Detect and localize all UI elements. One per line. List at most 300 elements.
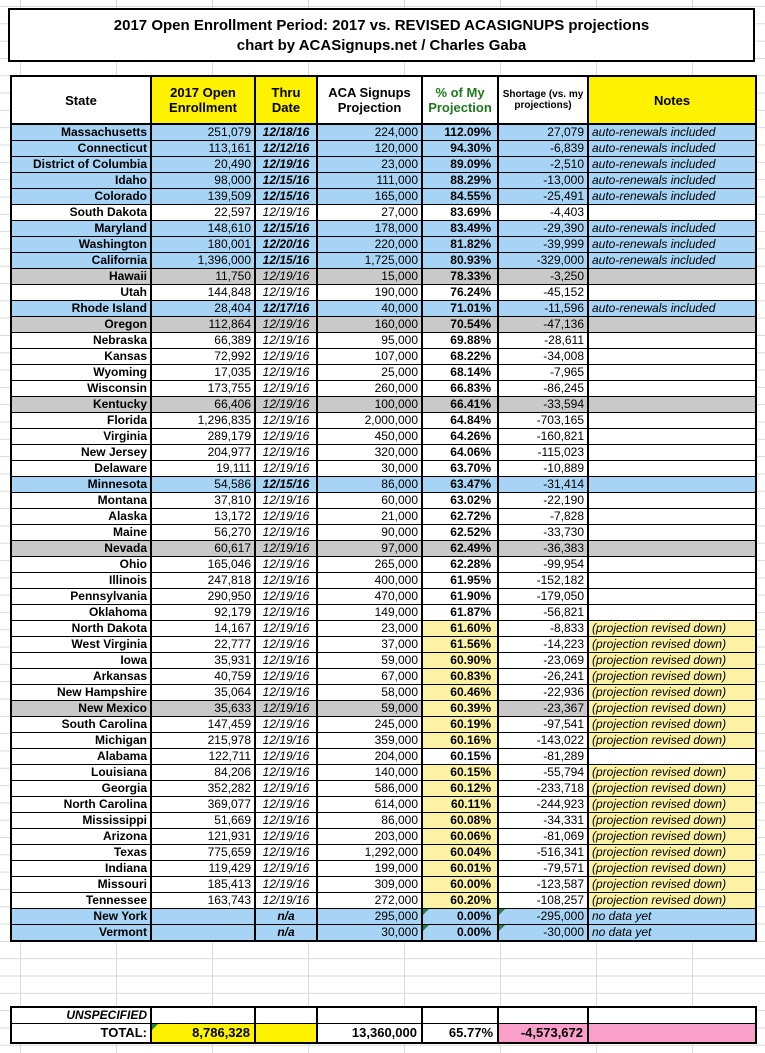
cell-state[interactable]: New Hampshire	[11, 685, 151, 701]
cell-shortage[interactable]: -115,023	[498, 445, 588, 461]
cell-note[interactable]	[588, 749, 756, 765]
cell-unspecified-pct[interactable]	[422, 1007, 498, 1024]
cell-shortage[interactable]: -33,730	[498, 525, 588, 541]
cell-thru-date[interactable]: 12/19/16	[255, 829, 317, 845]
cell-shortage[interactable]: -152,182	[498, 573, 588, 589]
cell-thru-date[interactable]: 12/19/16	[255, 157, 317, 173]
cell-enrollment[interactable]	[151, 909, 255, 925]
cell-thru-date[interactable]: 12/19/16	[255, 413, 317, 429]
cell-note[interactable]	[588, 397, 756, 413]
cell-projection[interactable]: 67,000	[317, 669, 422, 685]
cell-thru-date[interactable]: n/a	[255, 925, 317, 942]
cell-enrollment[interactable]: 185,413	[151, 877, 255, 893]
cell-enrollment[interactable]: 215,978	[151, 733, 255, 749]
cell-shortage[interactable]: -233,718	[498, 781, 588, 797]
cell-shortage[interactable]: -516,341	[498, 845, 588, 861]
cell-shortage[interactable]: -7,828	[498, 509, 588, 525]
cell-state[interactable]: Florida	[11, 413, 151, 429]
cell-enrollment[interactable]: 35,064	[151, 685, 255, 701]
cell-shortage[interactable]: -22,936	[498, 685, 588, 701]
cell-enrollment[interactable]: 144,848	[151, 285, 255, 301]
cell-state[interactable]: Indiana	[11, 861, 151, 877]
cell-state[interactable]: Montana	[11, 493, 151, 509]
cell-state[interactable]: Colorado	[11, 189, 151, 205]
cell-enrollment[interactable]: 1,296,835	[151, 413, 255, 429]
cell-total-projection[interactable]: 13,360,000	[317, 1024, 422, 1044]
cell-state[interactable]: Maine	[11, 525, 151, 541]
cell-state[interactable]: Virginia	[11, 429, 151, 445]
cell-state[interactable]: Rhode Island	[11, 301, 151, 317]
cell-projection[interactable]: 140,000	[317, 765, 422, 781]
cell-note[interactable]	[588, 605, 756, 621]
cell-shortage[interactable]: -3,250	[498, 269, 588, 285]
cell-pct[interactable]: 60.04%	[422, 845, 498, 861]
cell-enrollment[interactable]: 72,992	[151, 349, 255, 365]
cell-shortage[interactable]: -79,571	[498, 861, 588, 877]
cell-state[interactable]: Minnesota	[11, 477, 151, 493]
cell-note[interactable]: (projection revised down)	[588, 669, 756, 685]
cell-state[interactable]: Arkansas	[11, 669, 151, 685]
cell-pct[interactable]: 71.01%	[422, 301, 498, 317]
cell-pct[interactable]: 76.24%	[422, 285, 498, 301]
cell-projection[interactable]: 265,000	[317, 557, 422, 573]
cell-state[interactable]: North Carolina	[11, 797, 151, 813]
cell-projection[interactable]: 295,000	[317, 909, 422, 925]
col-header-state[interactable]: State	[11, 76, 151, 124]
cell-pct[interactable]: 78.33%	[422, 269, 498, 285]
cell-shortage[interactable]: -25,491	[498, 189, 588, 205]
cell-thru-date[interactable]: 12/17/16	[255, 301, 317, 317]
cell-projection[interactable]: 37,000	[317, 637, 422, 653]
cell-state[interactable]: Wyoming	[11, 365, 151, 381]
cell-enrollment[interactable]: 40,759	[151, 669, 255, 685]
cell-shortage[interactable]: -179,050	[498, 589, 588, 605]
cell-pct[interactable]: 81.82%	[422, 237, 498, 253]
cell-projection[interactable]: 450,000	[317, 429, 422, 445]
cell-shortage[interactable]: -86,245	[498, 381, 588, 397]
cell-state[interactable]: New Mexico	[11, 701, 151, 717]
cell-pct[interactable]: 63.70%	[422, 461, 498, 477]
cell-enrollment[interactable]: 98,000	[151, 173, 255, 189]
cell-shortage[interactable]: -45,152	[498, 285, 588, 301]
cell-shortage[interactable]: -7,965	[498, 365, 588, 381]
cell-shortage[interactable]: -81,289	[498, 749, 588, 765]
cell-pct[interactable]: 60.15%	[422, 765, 498, 781]
cell-thru-date[interactable]: 12/19/16	[255, 797, 317, 813]
cell-pct[interactable]: 60.11%	[422, 797, 498, 813]
cell-unspecified-enrollment[interactable]	[151, 1007, 255, 1024]
cell-pct[interactable]: 60.20%	[422, 893, 498, 909]
cell-shortage[interactable]: -4,403	[498, 205, 588, 221]
cell-shortage[interactable]: -160,821	[498, 429, 588, 445]
cell-pct[interactable]: 61.87%	[422, 605, 498, 621]
cell-pct[interactable]: 60.12%	[422, 781, 498, 797]
cell-note[interactable]: (projection revised down)	[588, 797, 756, 813]
cell-state[interactable]: Hawaii	[11, 269, 151, 285]
cell-pct[interactable]: 84.55%	[422, 189, 498, 205]
cell-state[interactable]: Oklahoma	[11, 605, 151, 621]
cell-shortage[interactable]: -31,414	[498, 477, 588, 493]
cell-note[interactable]: (projection revised down)	[588, 781, 756, 797]
cell-state[interactable]: Michigan	[11, 733, 151, 749]
cell-state[interactable]: West Virginia	[11, 637, 151, 653]
cell-enrollment[interactable]: 11,750	[151, 269, 255, 285]
cell-state[interactable]: North Dakota	[11, 621, 151, 637]
cell-note[interactable]: (projection revised down)	[588, 845, 756, 861]
cell-note[interactable]: auto-renewals included	[588, 141, 756, 157]
cell-state[interactable]: Utah	[11, 285, 151, 301]
cell-projection[interactable]: 272,000	[317, 893, 422, 909]
cell-enrollment[interactable]: 247,818	[151, 573, 255, 589]
cell-projection[interactable]: 15,000	[317, 269, 422, 285]
cell-projection[interactable]: 59,000	[317, 653, 422, 669]
cell-note[interactable]: (projection revised down)	[588, 717, 756, 733]
col-header-projection[interactable]: ACA Signups Projection	[317, 76, 422, 124]
cell-pct[interactable]: 60.90%	[422, 653, 498, 669]
cell-thru-date[interactable]: 12/19/16	[255, 781, 317, 797]
cell-shortage[interactable]: -6,839	[498, 141, 588, 157]
cell-shortage[interactable]: -295,000	[498, 909, 588, 925]
cell-state[interactable]: Washington	[11, 237, 151, 253]
col-header-thru-date[interactable]: Thru Date	[255, 76, 317, 124]
cell-note[interactable]	[588, 269, 756, 285]
cell-shortage[interactable]: -39,999	[498, 237, 588, 253]
cell-pct[interactable]: 60.46%	[422, 685, 498, 701]
cell-projection[interactable]: 470,000	[317, 589, 422, 605]
cell-pct[interactable]: 63.02%	[422, 493, 498, 509]
cell-note[interactable]	[588, 525, 756, 541]
cell-projection[interactable]: 58,000	[317, 685, 422, 701]
cell-enrollment[interactable]: 54,586	[151, 477, 255, 493]
cell-note[interactable]	[588, 349, 756, 365]
cell-note[interactable]: no data yet	[588, 925, 756, 942]
cell-enrollment[interactable]: 251,079	[151, 124, 255, 141]
cell-state[interactable]: Massachusetts	[11, 124, 151, 141]
cell-state[interactable]: Delaware	[11, 461, 151, 477]
cell-enrollment[interactable]: 352,282	[151, 781, 255, 797]
cell-state[interactable]: Kansas	[11, 349, 151, 365]
cell-thru-date[interactable]: 12/12/16	[255, 141, 317, 157]
cell-projection[interactable]: 359,000	[317, 733, 422, 749]
cell-pct[interactable]: 66.83%	[422, 381, 498, 397]
cell-projection[interactable]: 614,000	[317, 797, 422, 813]
cell-pct[interactable]: 83.69%	[422, 205, 498, 221]
cell-thru-date[interactable]: 12/19/16	[255, 813, 317, 829]
cell-shortage[interactable]: -55,794	[498, 765, 588, 781]
cell-pct[interactable]: 61.95%	[422, 573, 498, 589]
cell-shortage[interactable]: -143,022	[498, 733, 588, 749]
cell-total-thru[interactable]	[255, 1024, 317, 1044]
cell-projection[interactable]: 245,000	[317, 717, 422, 733]
cell-state[interactable]: Ohio	[11, 557, 151, 573]
cell-pct[interactable]: 60.19%	[422, 717, 498, 733]
cell-pct[interactable]: 68.14%	[422, 365, 498, 381]
cell-state[interactable]: Alabama	[11, 749, 151, 765]
cell-note[interactable]	[588, 589, 756, 605]
cell-enrollment[interactable]: 14,167	[151, 621, 255, 637]
cell-projection[interactable]: 400,000	[317, 573, 422, 589]
cell-total-label[interactable]: TOTAL:	[11, 1024, 151, 1044]
cell-enrollment[interactable]: 1,396,000	[151, 253, 255, 269]
cell-projection[interactable]: 97,000	[317, 541, 422, 557]
cell-projection[interactable]: 165,000	[317, 189, 422, 205]
cell-thru-date[interactable]: 12/19/16	[255, 445, 317, 461]
cell-note[interactable]	[588, 557, 756, 573]
cell-note[interactable]: auto-renewals included	[588, 237, 756, 253]
cell-enrollment[interactable]: 92,179	[151, 605, 255, 621]
cell-pct[interactable]: 60.16%	[422, 733, 498, 749]
cell-state[interactable]: Tennessee	[11, 893, 151, 909]
cell-thru-date[interactable]: 12/19/16	[255, 541, 317, 557]
cell-note[interactable]: (projection revised down)	[588, 813, 756, 829]
cell-pct[interactable]: 60.39%	[422, 701, 498, 717]
cell-projection[interactable]: 204,000	[317, 749, 422, 765]
cell-shortage[interactable]: -14,223	[498, 637, 588, 653]
cell-projection[interactable]: 60,000	[317, 493, 422, 509]
cell-state[interactable]: New York	[11, 909, 151, 925]
cell-thru-date[interactable]: 12/19/16	[255, 573, 317, 589]
cell-state[interactable]: Nevada	[11, 541, 151, 557]
cell-note[interactable]	[588, 365, 756, 381]
cell-thru-date[interactable]: 12/19/16	[255, 749, 317, 765]
cell-state[interactable]: District of Columbia	[11, 157, 151, 173]
cell-pct[interactable]: 61.60%	[422, 621, 498, 637]
cell-pct[interactable]: 60.06%	[422, 829, 498, 845]
cell-projection[interactable]: 107,000	[317, 349, 422, 365]
cell-projection[interactable]: 160,000	[317, 317, 422, 333]
cell-note[interactable]: (projection revised down)	[588, 861, 756, 877]
cell-shortage[interactable]: -36,383	[498, 541, 588, 557]
cell-note[interactable]: auto-renewals included	[588, 301, 756, 317]
cell-thru-date[interactable]: 12/19/16	[255, 765, 317, 781]
cell-state[interactable]: Mississippi	[11, 813, 151, 829]
cell-thru-date[interactable]: 12/19/16	[255, 557, 317, 573]
cell-total-shortage[interactable]: -4,573,672	[498, 1024, 588, 1044]
cell-note[interactable]	[588, 285, 756, 301]
cell-pct[interactable]: 70.54%	[422, 317, 498, 333]
cell-thru-date[interactable]: 12/15/16	[255, 477, 317, 493]
cell-shortage[interactable]: -47,136	[498, 317, 588, 333]
cell-projection[interactable]: 86,000	[317, 813, 422, 829]
cell-unspecified-thru[interactable]	[255, 1007, 317, 1024]
cell-enrollment[interactable]	[151, 925, 255, 942]
cell-state[interactable]: Vermont	[11, 925, 151, 942]
cell-shortage[interactable]: -26,241	[498, 669, 588, 685]
cell-total-note[interactable]	[588, 1024, 756, 1044]
cell-enrollment[interactable]: 19,111	[151, 461, 255, 477]
cell-enrollment[interactable]: 775,659	[151, 845, 255, 861]
cell-state[interactable]: Maryland	[11, 221, 151, 237]
cell-shortage[interactable]: -244,923	[498, 797, 588, 813]
cell-shortage[interactable]: -81,069	[498, 829, 588, 845]
cell-note[interactable]	[588, 445, 756, 461]
cell-enrollment[interactable]: 147,459	[151, 717, 255, 733]
cell-enrollment[interactable]: 122,711	[151, 749, 255, 765]
cell-projection[interactable]: 220,000	[317, 237, 422, 253]
cell-state[interactable]: Louisiana	[11, 765, 151, 781]
cell-enrollment[interactable]: 112,864	[151, 317, 255, 333]
cell-note[interactable]: (projection revised down)	[588, 893, 756, 909]
cell-thru-date[interactable]: 12/19/16	[255, 701, 317, 717]
cell-note[interactable]	[588, 429, 756, 445]
cell-unspecified-projection[interactable]	[317, 1007, 422, 1024]
cell-pct[interactable]: 88.29%	[422, 173, 498, 189]
cell-projection[interactable]: 309,000	[317, 877, 422, 893]
cell-enrollment[interactable]: 173,755	[151, 381, 255, 397]
cell-enrollment[interactable]: 121,931	[151, 829, 255, 845]
cell-state[interactable]: Missouri	[11, 877, 151, 893]
cell-projection[interactable]: 59,000	[317, 701, 422, 717]
cell-shortage[interactable]: -13,000	[498, 173, 588, 189]
cell-note[interactable]: (projection revised down)	[588, 653, 756, 669]
cell-pct[interactable]: 68.22%	[422, 349, 498, 365]
cell-state[interactable]: Wisconsin	[11, 381, 151, 397]
cell-note[interactable]	[588, 541, 756, 557]
cell-thru-date[interactable]: 12/19/16	[255, 205, 317, 221]
cell-pct[interactable]: 0.00%	[422, 925, 498, 942]
cell-note[interactable]: (projection revised down)	[588, 685, 756, 701]
cell-thru-date[interactable]: 12/19/16	[255, 429, 317, 445]
cell-projection[interactable]: 320,000	[317, 445, 422, 461]
cell-enrollment[interactable]: 369,077	[151, 797, 255, 813]
cell-projection[interactable]: 190,000	[317, 285, 422, 301]
cell-state[interactable]: Illinois	[11, 573, 151, 589]
cell-projection[interactable]: 224,000	[317, 124, 422, 141]
cell-projection[interactable]: 100,000	[317, 397, 422, 413]
cell-pct[interactable]: 112.09%	[422, 124, 498, 141]
cell-state[interactable]: California	[11, 253, 151, 269]
cell-projection[interactable]: 21,000	[317, 509, 422, 525]
cell-total-pct[interactable]: 65.77%	[422, 1024, 498, 1044]
cell-enrollment[interactable]: 13,172	[151, 509, 255, 525]
cell-shortage[interactable]: -8,833	[498, 621, 588, 637]
cell-note[interactable]	[588, 205, 756, 221]
cell-thru-date[interactable]: 12/19/16	[255, 381, 317, 397]
cell-note[interactable]	[588, 461, 756, 477]
cell-state[interactable]: South Carolina	[11, 717, 151, 733]
cell-note[interactable]: auto-renewals included	[588, 253, 756, 269]
cell-thru-date[interactable]: 12/18/16	[255, 124, 317, 141]
cell-shortage[interactable]: -329,000	[498, 253, 588, 269]
cell-projection[interactable]: 120,000	[317, 141, 422, 157]
cell-pct[interactable]: 94.30%	[422, 141, 498, 157]
cell-unspecified-note[interactable]	[588, 1007, 756, 1024]
cell-pct[interactable]: 64.26%	[422, 429, 498, 445]
cell-state[interactable]: Georgia	[11, 781, 151, 797]
cell-shortage[interactable]: -23,367	[498, 701, 588, 717]
cell-thru-date[interactable]: 12/19/16	[255, 861, 317, 877]
cell-thru-date[interactable]: 12/19/16	[255, 269, 317, 285]
cell-pct[interactable]: 80.93%	[422, 253, 498, 269]
cell-shortage[interactable]: -34,008	[498, 349, 588, 365]
cell-note[interactable]	[588, 381, 756, 397]
cell-pct[interactable]: 62.52%	[422, 525, 498, 541]
cell-pct[interactable]: 60.00%	[422, 877, 498, 893]
cell-note[interactable]: (projection revised down)	[588, 621, 756, 637]
cell-projection[interactable]: 149,000	[317, 605, 422, 621]
cell-enrollment[interactable]: 204,977	[151, 445, 255, 461]
cell-thru-date[interactable]: 12/15/16	[255, 189, 317, 205]
cell-pct[interactable]: 61.90%	[422, 589, 498, 605]
cell-pct[interactable]: 0.00%	[422, 909, 498, 925]
cell-projection[interactable]: 203,000	[317, 829, 422, 845]
cell-thru-date[interactable]: 12/19/16	[255, 669, 317, 685]
cell-thru-date[interactable]: 12/19/16	[255, 637, 317, 653]
cell-shortage[interactable]: -56,821	[498, 605, 588, 621]
col-header-pct[interactable]: % of My Projection	[422, 76, 498, 124]
cell-pct[interactable]: 83.49%	[422, 221, 498, 237]
cell-shortage[interactable]: -123,587	[498, 877, 588, 893]
cell-shortage[interactable]: -10,889	[498, 461, 588, 477]
cell-enrollment[interactable]: 139,509	[151, 189, 255, 205]
cell-note[interactable]: (projection revised down)	[588, 765, 756, 781]
cell-enrollment[interactable]: 22,597	[151, 205, 255, 221]
cell-enrollment[interactable]: 22,777	[151, 637, 255, 653]
cell-thru-date[interactable]: 12/19/16	[255, 877, 317, 893]
cell-note[interactable]	[588, 317, 756, 333]
cell-shortage[interactable]: -703,165	[498, 413, 588, 429]
cell-note[interactable]	[588, 509, 756, 525]
cell-pct[interactable]: 60.01%	[422, 861, 498, 877]
cell-projection[interactable]: 86,000	[317, 477, 422, 493]
cell-projection[interactable]: 23,000	[317, 621, 422, 637]
cell-state[interactable]: Arizona	[11, 829, 151, 845]
cell-note[interactable]: auto-renewals included	[588, 189, 756, 205]
cell-thru-date[interactable]: 12/19/16	[255, 397, 317, 413]
cell-enrollment[interactable]: 20,490	[151, 157, 255, 173]
cell-thru-date[interactable]: 12/19/16	[255, 733, 317, 749]
cell-enrollment[interactable]: 113,161	[151, 141, 255, 157]
cell-note[interactable]: auto-renewals included	[588, 157, 756, 173]
cell-shortage[interactable]: -108,257	[498, 893, 588, 909]
cell-enrollment[interactable]: 180,001	[151, 237, 255, 253]
cell-state[interactable]: Iowa	[11, 653, 151, 669]
cell-pct[interactable]: 61.56%	[422, 637, 498, 653]
cell-enrollment[interactable]: 148,610	[151, 221, 255, 237]
cell-enrollment[interactable]: 163,743	[151, 893, 255, 909]
cell-note[interactable]	[588, 413, 756, 429]
cell-projection[interactable]: 111,000	[317, 173, 422, 189]
cell-pct[interactable]: 89.09%	[422, 157, 498, 173]
cell-state[interactable]: Connecticut	[11, 141, 151, 157]
cell-enrollment[interactable]: 51,669	[151, 813, 255, 829]
cell-note[interactable]: no data yet	[588, 909, 756, 925]
cell-note[interactable]: (projection revised down)	[588, 637, 756, 653]
cell-enrollment[interactable]: 84,206	[151, 765, 255, 781]
cell-total-enrollment[interactable]: 8,786,328	[151, 1024, 255, 1044]
cell-note[interactable]: auto-renewals included	[588, 221, 756, 237]
cell-thru-date[interactable]: n/a	[255, 909, 317, 925]
cell-note[interactable]: (projection revised down)	[588, 877, 756, 893]
cell-unspecified-shortage[interactable]	[498, 1007, 588, 1024]
cell-shortage[interactable]: -28,611	[498, 333, 588, 349]
cell-shortage[interactable]: -29,390	[498, 221, 588, 237]
cell-enrollment[interactable]: 165,046	[151, 557, 255, 573]
cell-state[interactable]: Nebraska	[11, 333, 151, 349]
cell-unspecified-label[interactable]: UNSPECIFIED	[11, 1007, 151, 1024]
cell-projection[interactable]: 90,000	[317, 525, 422, 541]
cell-thru-date[interactable]: 12/19/16	[255, 653, 317, 669]
cell-projection[interactable]: 1,292,000	[317, 845, 422, 861]
cell-thru-date[interactable]: 12/19/16	[255, 365, 317, 381]
cell-projection[interactable]: 30,000	[317, 461, 422, 477]
cell-projection[interactable]: 199,000	[317, 861, 422, 877]
cell-shortage[interactable]: -97,541	[498, 717, 588, 733]
cell-pct[interactable]: 62.28%	[422, 557, 498, 573]
cell-shortage[interactable]: -23,069	[498, 653, 588, 669]
cell-thru-date[interactable]: 12/19/16	[255, 893, 317, 909]
cell-enrollment[interactable]: 119,429	[151, 861, 255, 877]
